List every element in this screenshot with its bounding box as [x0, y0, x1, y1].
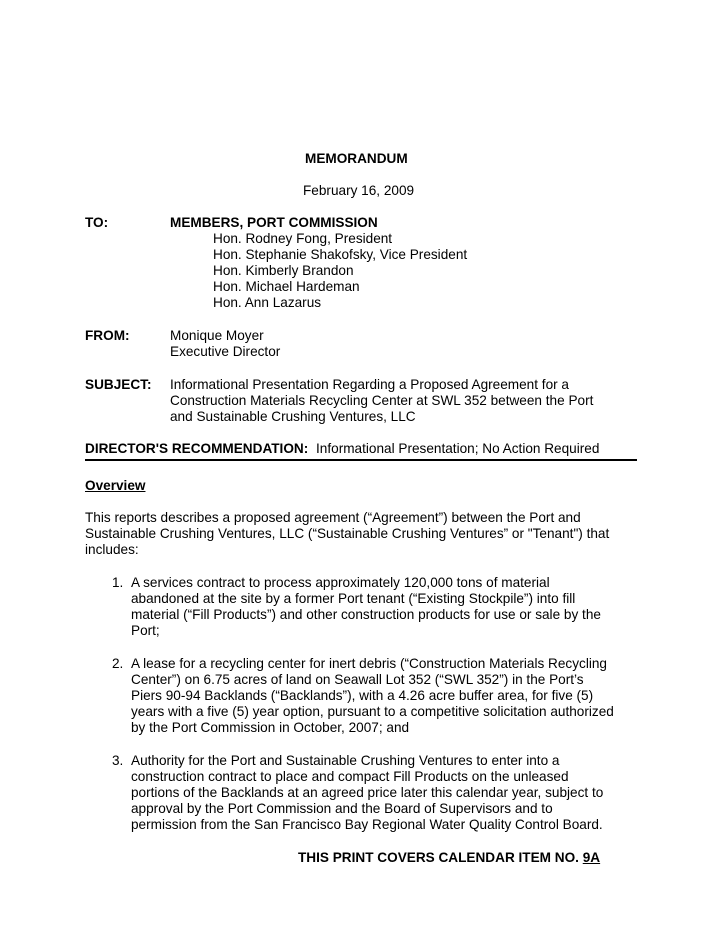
list-item-line: Piers 90-94 Backlands (“Backlands”), with a 4.26 acre buffer area, for five (5): [131, 688, 594, 703]
recommendation-label: DIRECTOR'S RECOMMENDATION:: [85, 441, 309, 456]
recommendation-text: Informational Presentation; No Action Required: [316, 441, 600, 456]
subject-line: Construction Materials Recycling Center at SWL 352 between the Port: [170, 393, 594, 408]
memo-date: February 16, 2009: [303, 183, 415, 198]
list-item-number: 3.: [112, 753, 124, 768]
recipient-line: Hon. Rodney Fong, President: [213, 231, 393, 246]
list-item-line: by the Port Commission in October, 2007; and: [131, 720, 410, 735]
calendar-item-number: 9A: [582, 850, 601, 865]
list-item-line: Center”) on 6.75 acres of land on Seawall Lot 352 (“SWL 352”) in the Port’s: [131, 672, 584, 687]
list-item-line: construction contract to place and compact Fill Products on the unleased: [131, 769, 569, 784]
subject-line: Informational Presentation Regarding a Proposed Agreement for a: [170, 377, 569, 392]
list-item-number: 1.: [112, 575, 124, 590]
from-line: Monique Moyer: [170, 328, 264, 343]
overview-intro-line: includes:: [85, 542, 139, 557]
subject-label: SUBJECT:: [85, 377, 152, 392]
calendar-item-footer: [298, 850, 600, 866]
overview-intro-line: Sustainable Crushing Ventures, LLC (“Sustainable Crushing Ventures” or "Tenant") that: [85, 526, 610, 541]
memo-title: MEMORANDUM: [305, 151, 408, 166]
recommendation-rule: [85, 459, 637, 461]
to-label: TO:: [85, 215, 109, 230]
from-line: Executive Director: [170, 344, 281, 359]
recipient-line: Hon. Kimberly Brandon: [213, 263, 354, 278]
list-item-line: abandoned at the site by a former Port tenant (“Existing Stockpile”) into fill: [131, 591, 576, 606]
recommendation: [85, 441, 599, 457]
list-item-line: material (“Fill Products”) and other construction products for use or sale by the: [131, 607, 601, 622]
list-item-line: A lease for a recycling center for inert debris (“Construction Materials Recycling: [131, 656, 607, 671]
list-item-line: Port;: [131, 623, 160, 638]
from-label: FROM:: [85, 328, 130, 343]
recipient-line: Hon. Michael Hardeman: [213, 279, 360, 294]
list-item-line: years with a five (5) year option, pursuant to a competitive solicitation authorized: [131, 704, 614, 719]
to-heading: MEMBERS, PORT COMMISSION: [170, 215, 378, 230]
recipient-line: Hon. Ann Lazarus: [213, 295, 322, 310]
footer-text: THIS PRINT COVERS CALENDAR ITEM NO.: [298, 850, 579, 865]
subject-line: and Sustainable Crushing Ventures, LLC: [170, 409, 416, 424]
list-item-line: permission from the San Francisco Bay Regional Water Quality Control Board.: [131, 817, 603, 832]
overview-heading: Overview: [85, 478, 146, 493]
list-item-line: Authority for the Port and Sustainable Crushing Ventures to enter into a: [131, 753, 560, 768]
list-item-line: portions of the Backlands at an agreed price later this calendar year, subject to: [131, 785, 604, 800]
overview-intro-line: This reports describes a proposed agreement (“Agreement”) between the Port and: [85, 510, 581, 525]
recipient-line: Hon. Stephanie Shakofsky, Vice President: [213, 247, 468, 262]
list-item-number: 2.: [112, 656, 124, 671]
list-item-line: approval by the Port Commission and the Board of Supervisors and to: [131, 801, 553, 816]
list-item-line: A services contract to process approximately 120,000 tons of material: [131, 575, 550, 590]
